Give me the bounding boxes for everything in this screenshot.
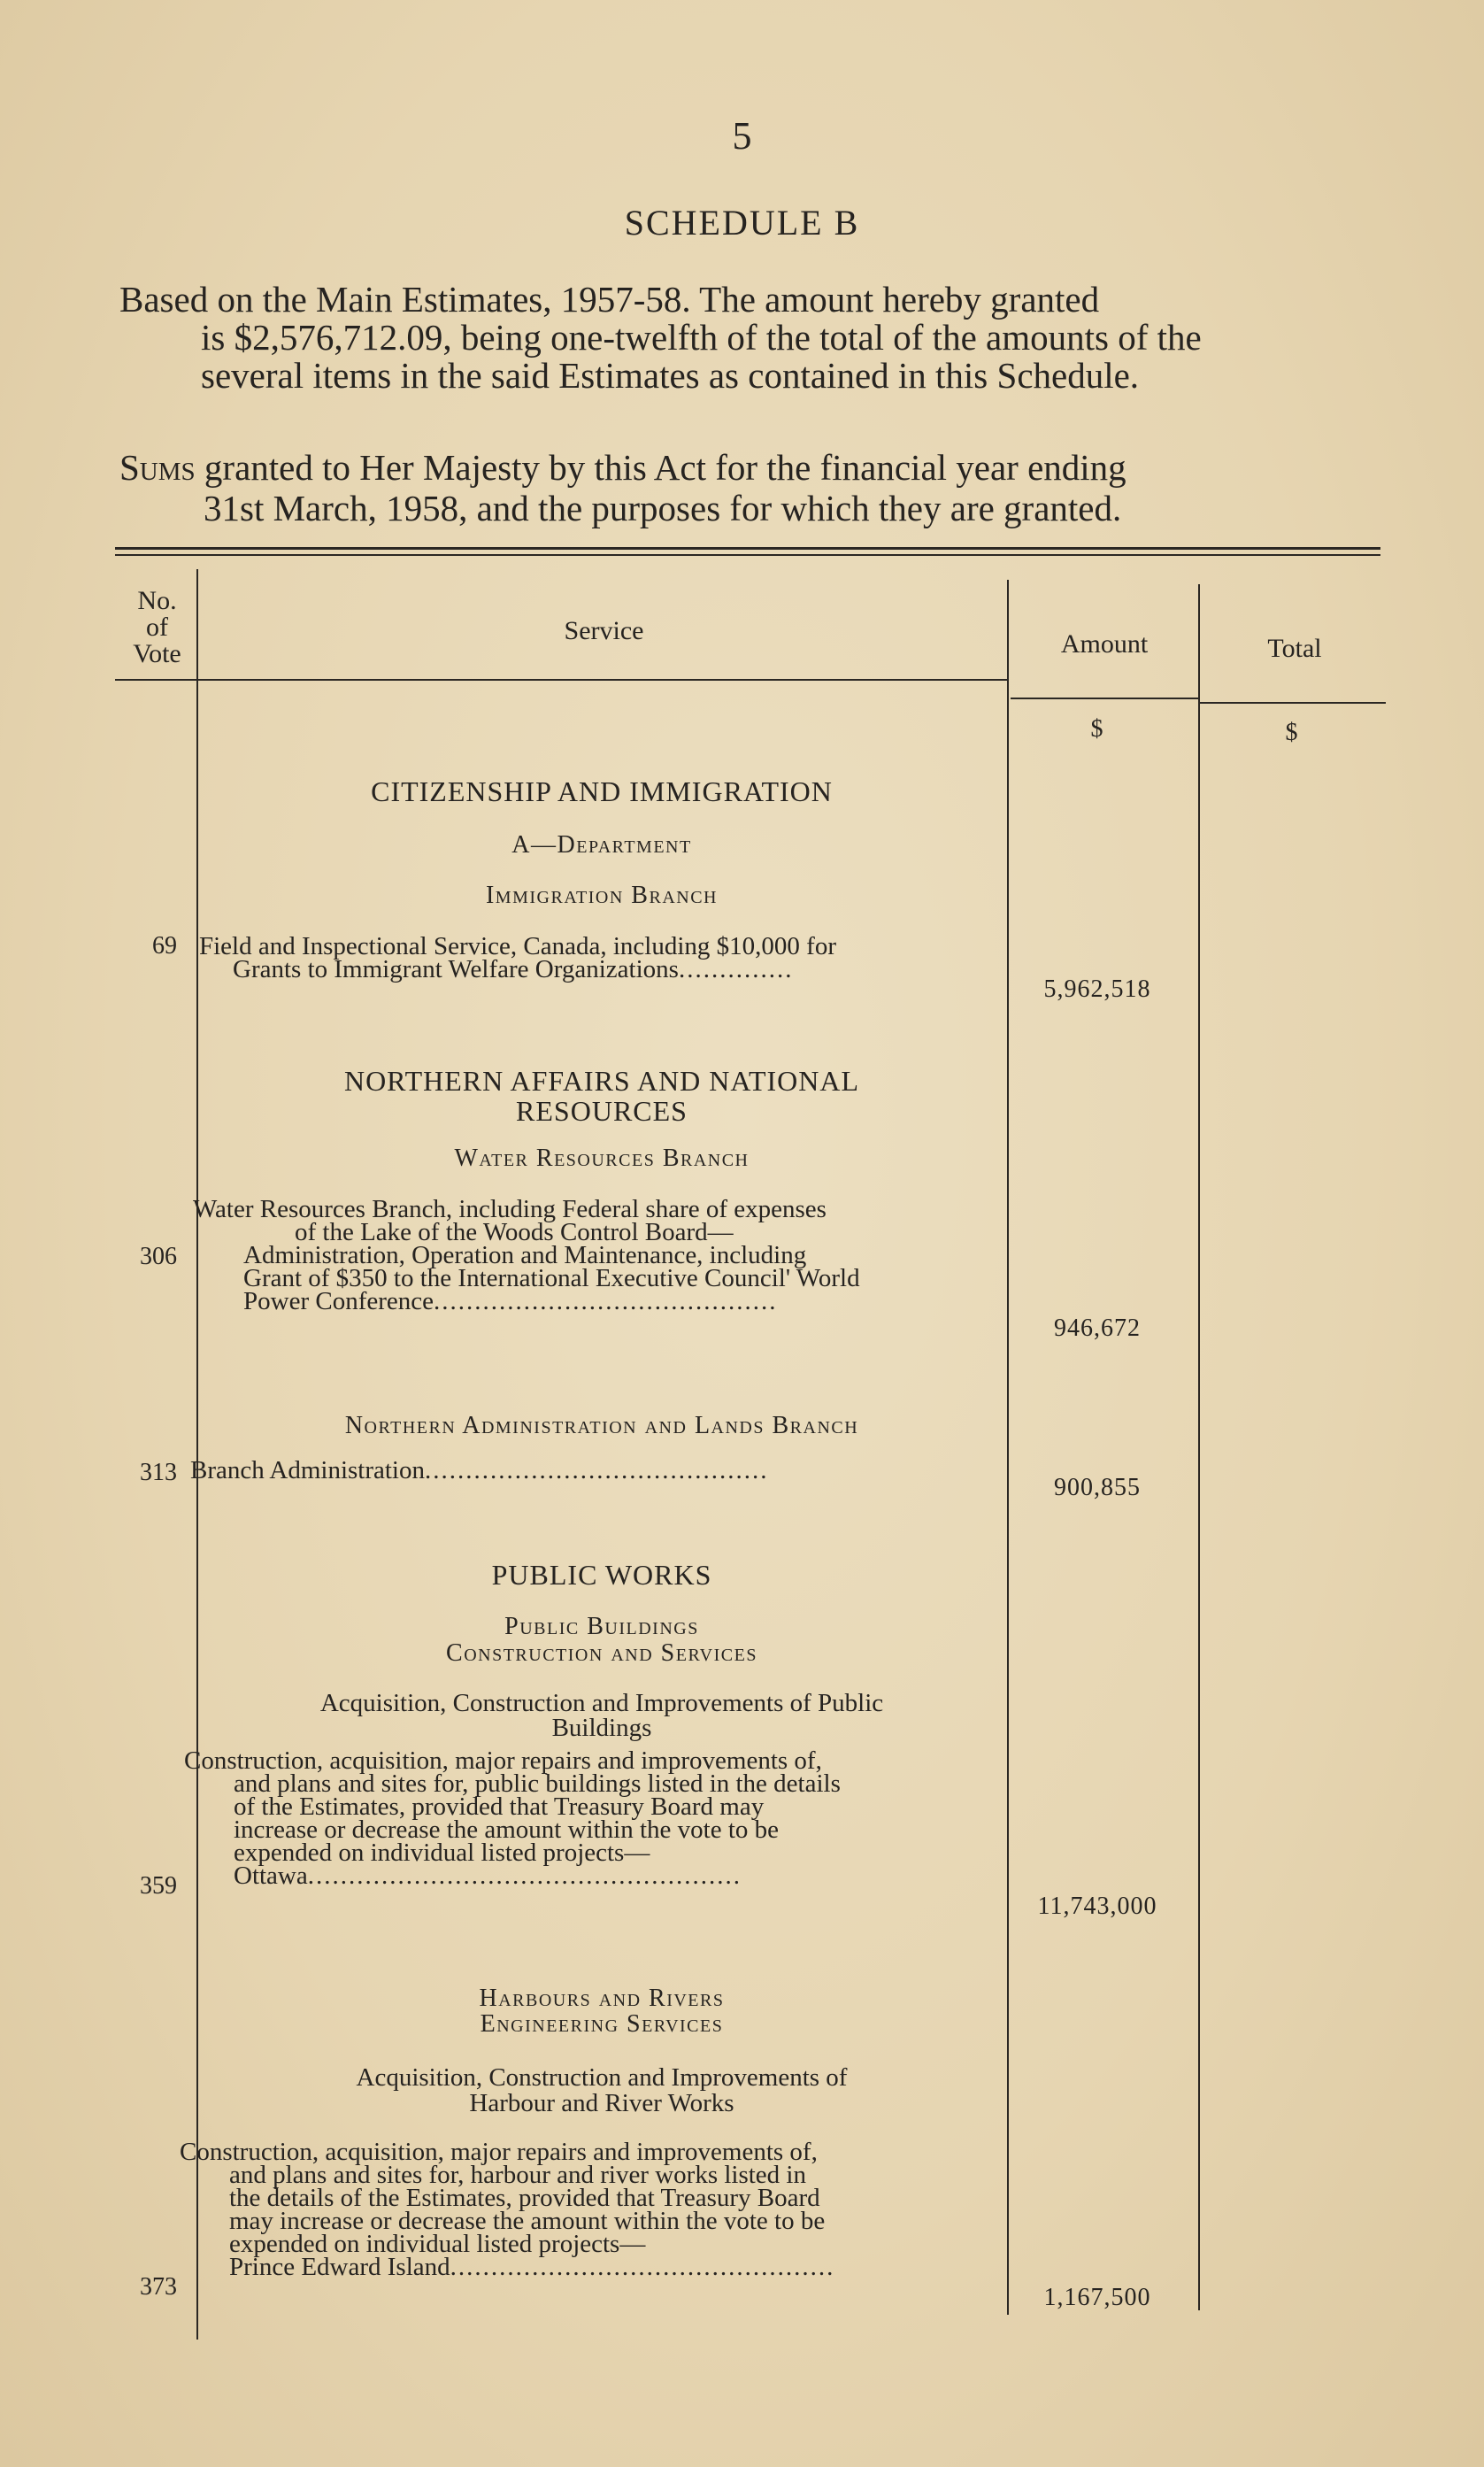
intro-line-1: Based on the Main Estimates, 1957-58. The amount hereby granted [119,279,1100,320]
sums-line-2: 31st March, 1958, and the purposes for which they are granted. [204,488,1122,528]
vote-306-line-4: Grant of $350 to the International Executive Council' World [243,1264,860,1292]
subheading-construction-services: Construction and Services [446,1639,757,1667]
vote-number-373: 373 [140,2273,177,2301]
vote-359-line-5: expended on individual listed projects— [234,1839,650,1867]
vote-359-description [184,1746,841,1890]
northern-title-line-2: RESOURCES [516,1095,688,1127]
vote-306-line-1: Water Resources Branch, including Federal share of expenses [193,1195,827,1223]
subheading-northern-administration: Northern Administration and Lands Branch [344,1412,859,1439]
subheading-engineering-services: Engineering Services [480,2010,724,2038]
vote-69-description [199,932,836,983]
vote-359-line-3: of the Estimates, provided that Treasury Board may [234,1792,765,1821]
section-title-northern-affairs [199,1066,1004,1126]
intro-paragraph [119,279,1394,396]
vote-313-description [190,1456,769,1484]
vote-313-line-1 [190,1456,769,1484]
sums-line-1 [119,447,1394,488]
service-amount-divider [1007,580,1009,2315]
header-underline-amount [1011,698,1198,699]
vote-373-line-1: Construction, acquisition, major repairs and improvements of, [180,2138,818,2166]
sums-lead-word: Sums [119,447,196,488]
vote-373-description [180,2138,835,2281]
amount-vote-359: 11,743,000 [1037,1893,1157,1920]
vote-359-line-6-text: Ottawa [234,1862,308,1890]
vote-313-text: Branch Administration [190,1456,425,1484]
vote-359-line-1: Construction, acquisition, major repairs and improvements of, [184,1746,822,1775]
amount-column-header: Amount [1060,629,1149,659]
vote-number-313: 313 [140,1459,177,1486]
vote-69-line-2 [199,955,836,983]
header-vote: Vote [133,639,181,668]
public-buildings-heading [199,1691,1004,1740]
amount-vote-313: 900,855 [1054,1474,1141,1501]
amount-vote-306: 946,672 [1054,1314,1141,1342]
leader-dots: ..................................................... [307,1862,742,1890]
vote-number-359: 359 [140,1872,177,1900]
vote-359-line-2: and plans and sites for, public buildings listed in the details [234,1769,841,1798]
vote-number-69: 69 [152,932,177,960]
intro-line-2: is $2,576,712.09, being one-twelfth of the total of the amounts of the [201,317,1202,358]
vote-373-line-6-text: Prince Edward Island [229,2253,450,2281]
harbour-works-heading-line-2: Harbour and River Works [469,2089,734,2117]
vote-373-line-4: may increase or decrease the amount within the vote to be [229,2207,826,2235]
subheading-immigration-branch: Immigration Branch [485,882,718,909]
header-of: of [146,613,168,642]
vote-373-line-2: and plans and sites for, harbour and river works listed in [229,2161,806,2189]
northern-title-line-1: NORTHERN AFFAIRS AND NATIONAL [343,1065,860,1097]
vote-306-description [193,1195,860,1315]
page-number: 5 [732,114,752,158]
vote-373-line-6 [180,2253,835,2281]
service-column-header: Service [564,616,644,645]
leader-dots: .............. [678,955,794,983]
schedule-title: SCHEDULE B [624,203,860,243]
header-underline-total [1200,702,1386,704]
vote-359-line-4: increase or decrease the amount within the vote to be [234,1816,780,1844]
public-buildings-heading-line-2: Buildings [551,1714,652,1742]
intro-line-3: several items in the said Estimates as contained in this Schedule. [201,355,1140,396]
leader-dots: .......................................... [434,1287,778,1315]
header-no: No. [137,586,177,615]
section-title-public-works: PUBLIC WORKS [491,1559,712,1591]
amount-total-divider [1198,584,1200,2310]
header-double-rule-top [115,547,1380,550]
vote-373-line-3: the details of the Estimates, provided that Treasury Board [229,2184,820,2212]
sums-paragraph [119,447,1394,528]
vote-number-306: 306 [140,1243,177,1270]
vote-306-line-5-text: Power Conference [243,1287,434,1315]
amount-unit: $ [1090,715,1104,743]
vote-306-line-3: Administration, Operation and Maintenance, including [243,1241,807,1269]
amount-vote-69: 5,962,518 [1043,975,1151,1003]
subheading-water-resources-branch: Water Resources Branch [454,1145,750,1172]
leader-dots: .......................................... [425,1456,769,1484]
vote-373-line-5: expended on individual listed projects— [229,2230,646,2258]
subheading-department: A—Department [511,831,692,859]
leader-dots: ............................................... [450,2253,835,2281]
vote-service-divider [196,569,198,2340]
header-underline-left [115,679,1009,681]
vote-column-header [115,586,199,669]
subheading-harbours-rivers: Harbours and Rivers [479,1985,725,2012]
vote-69-line-1: Field and Inspectional Service, Canada, including $10,000 for [199,932,836,960]
total-column-header: Total [1267,634,1322,663]
total-unit: $ [1285,719,1299,746]
sums-line-1-rest: granted to Her Majesty by this Act for the financial year ending [195,447,1126,488]
section-title-citizenship: CITIZENSHIP AND IMMIGRATION [371,775,833,807]
subheading-public-buildings: Public Buildings [504,1613,699,1640]
header-double-rule-bottom [115,554,1380,556]
vote-359-line-6 [184,1862,841,1890]
vote-69-line-2-text: Grants to Immigrant Welfare Organizations [233,955,679,983]
vote-306-line-5 [193,1287,860,1315]
harbour-works-heading [199,2065,1004,2116]
harbour-works-heading-line-1: Acquisition, Construction and Improvements of [356,2063,848,2092]
public-buildings-heading-line-1: Acquisition, Construction and Improvements of Public [319,1689,884,1717]
vote-306-line-2: of the Lake of the Woods Control Board— [295,1218,734,1246]
amount-vote-373: 1,167,500 [1043,2284,1151,2311]
